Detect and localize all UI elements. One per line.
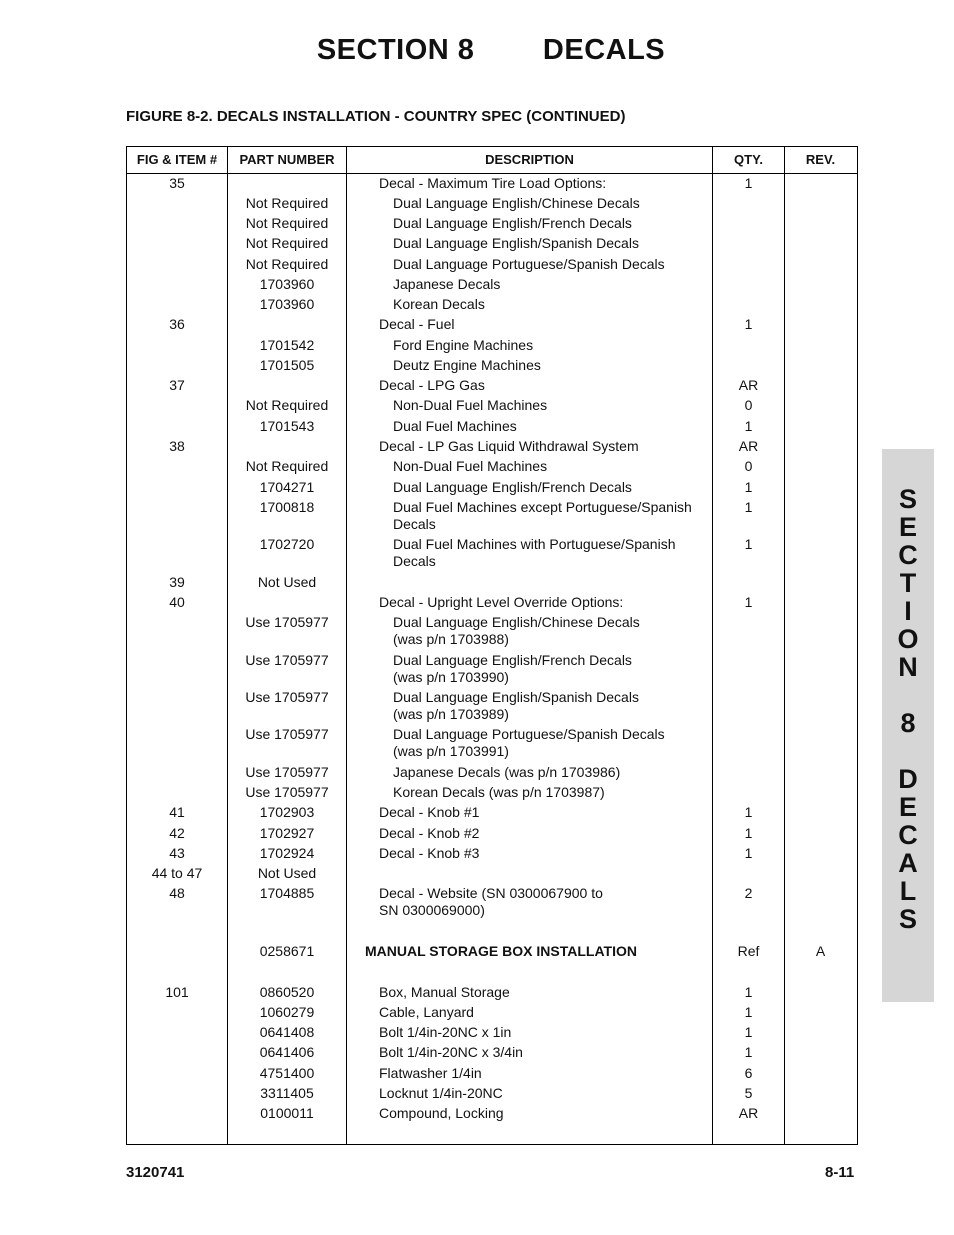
part-number-cell: 4751400: [259, 1065, 315, 1081]
fig-item-cell: 37: [169, 377, 185, 393]
description-text-continued: Decals: [393, 553, 436, 569]
description-text: Decal - Knob #1: [379, 804, 480, 820]
parts-table: [126, 146, 858, 1145]
table-body: [127, 173, 857, 1144]
description-cell: [393, 784, 709, 801]
description-text: Dual Language English/Spanish Decals: [393, 689, 639, 705]
part-number-cell: 1703960: [259, 276, 315, 292]
description-text: Decal - Maximum Tire Load Options:: [379, 175, 607, 191]
section-label: SECTION 8: [316, 34, 475, 66]
part-number-cell: 1700818: [259, 499, 315, 515]
description-cell: [379, 1065, 709, 1082]
qty-cell: 1: [744, 594, 753, 610]
description-text-continued: (was p/n 1703991): [393, 743, 509, 759]
description-text: Ford Engine Machines: [393, 337, 534, 353]
description-cell: [393, 235, 709, 252]
description-cell: [379, 377, 709, 394]
side-tab-letter: D: [898, 764, 918, 794]
description-cell: [393, 276, 709, 293]
rev-cell: A: [815, 943, 826, 959]
description-text: Korean Decals: [393, 296, 485, 312]
description-text-continued: (was p/n 1703989): [393, 706, 509, 722]
description-cell: [379, 1105, 709, 1122]
description-cell: [379, 885, 709, 919]
part-number-cell: 1701505: [259, 357, 315, 373]
description-text: Decal - LP Gas Liquid Withdrawal System: [379, 438, 639, 454]
description-cell: [379, 825, 709, 842]
description-cell: [379, 594, 709, 611]
fig-item-cell: 40: [169, 594, 185, 610]
qty-cell: 1: [744, 984, 753, 1000]
part-number-cell: Not Required: [245, 397, 329, 413]
qty-cell: 1: [744, 845, 753, 861]
part-number-cell: Use 1705977: [245, 614, 329, 630]
qty-cell: 1: [744, 175, 753, 191]
side-tab-letter: E: [898, 512, 917, 542]
description-text: Cable, Lanyard: [379, 1004, 474, 1020]
qty-cell: AR: [738, 377, 759, 393]
side-tab-letter: O: [897, 624, 919, 654]
description-text: Locknut 1/4in-20NC: [379, 1085, 503, 1101]
description-cell: [393, 296, 709, 313]
side-tab-letter: L: [899, 876, 917, 906]
description-text: Dual Language English/Spanish Decals: [393, 235, 639, 251]
description-cell: [379, 1085, 709, 1102]
description-cell: [393, 357, 709, 374]
description-cell: [393, 337, 709, 354]
side-tab-letter: I: [904, 596, 912, 626]
qty-cell: 5: [744, 1085, 753, 1101]
side-tab-letter: C: [898, 820, 918, 850]
description-text: Bolt 1/4in-20NC x 1in: [379, 1024, 512, 1040]
qty-cell: 2: [744, 885, 753, 901]
description-text-continued: (was p/n 1703990): [393, 669, 509, 685]
part-number-cell: Not Required: [245, 235, 329, 251]
description-text: Decal - Knob #3: [379, 845, 480, 861]
qty-cell: 1: [744, 1044, 753, 1060]
part-number-cell: Use 1705977: [245, 726, 329, 742]
qty-cell: 1: [744, 316, 753, 332]
description-text: Decal - Knob #2: [379, 825, 480, 841]
part-number-cell: 1702927: [259, 825, 315, 841]
description-cell: [393, 499, 709, 533]
description-text: Non-Dual Fuel Machines: [393, 397, 548, 413]
part-number-cell: Use 1705977: [245, 764, 329, 780]
description-cell: [393, 458, 709, 475]
description-text: Decal - LPG Gas: [379, 377, 485, 393]
part-number-cell: Not Required: [245, 458, 329, 474]
part-number-cell: Not Required: [245, 195, 329, 211]
column-header-description: DESCRIPTION: [485, 152, 574, 167]
description-cell: [393, 397, 709, 414]
description-cell: [379, 845, 709, 862]
description-text: Dual Language English/Chinese Decals: [393, 195, 640, 211]
part-number-cell: Use 1705977: [245, 689, 329, 705]
qty-cell: AR: [738, 438, 759, 454]
description-text: Dual Language Portuguese/Spanish Decals: [393, 726, 665, 742]
page-number: 8-11: [825, 1164, 855, 1181]
description-text: MANUAL STORAGE BOX INSTALLATION: [365, 943, 637, 959]
description-text-continued: Decals: [393, 516, 436, 532]
side-tab-letter: N: [898, 652, 918, 682]
document-number: 3120741: [126, 1164, 185, 1181]
fig-item-cell: 42: [169, 825, 185, 841]
part-number-cell: 1701542: [259, 337, 315, 353]
column-header-qty: QTY.: [734, 152, 763, 167]
qty-cell: 0: [744, 397, 753, 413]
part-number-cell: 3311405: [260, 1085, 314, 1101]
description-cell: [393, 726, 709, 760]
part-number-cell: 0100011: [260, 1105, 314, 1121]
fig-item-cell: 41: [169, 804, 185, 820]
description-text: Dual Language English/French Decals: [393, 479, 632, 495]
description-cell: [379, 1004, 709, 1021]
description-cell: [379, 1024, 709, 1041]
description-cell: [393, 418, 709, 435]
description-text-continued: SN 0300069000): [379, 902, 485, 918]
description-text: Dual Language Portuguese/Spanish Decals: [393, 256, 665, 272]
description-cell: [393, 764, 709, 781]
part-number-cell: Not Used: [257, 574, 317, 590]
description-text: Dual Fuel Machines except Portuguese/Spanish: [393, 499, 692, 515]
description-cell: [393, 614, 709, 648]
qty-cell: 1: [744, 499, 753, 515]
description-cell: [379, 175, 709, 192]
description-text: Dual Language English/Chinese Decals: [393, 614, 640, 630]
qty-cell: 1: [744, 1024, 753, 1040]
part-number-cell: 1702903: [259, 804, 315, 820]
side-tab-letter: A: [898, 848, 918, 878]
description-text: Japanese Decals (was p/n 1703986): [393, 764, 621, 780]
description-text: Korean Decals (was p/n 1703987): [393, 784, 605, 800]
description-text: Dual Language English/French Decals: [393, 652, 632, 668]
side-tab-letter: 8: [900, 708, 916, 738]
description-text: Dual Fuel Machines: [393, 418, 517, 434]
description-text: Box, Manual Storage: [379, 984, 510, 1000]
fig-item-cell: 101: [165, 984, 189, 1000]
part-number-cell: 0641408: [259, 1024, 315, 1040]
description-text: Dual Language English/French Decals: [393, 215, 632, 231]
qty-cell: 6: [744, 1065, 753, 1081]
qty-cell: 1: [744, 418, 753, 434]
description-cell: [393, 256, 709, 273]
fig-item-cell: 36: [169, 316, 185, 332]
part-number-cell: Not Required: [245, 215, 329, 231]
description-text: Compound, Locking: [379, 1105, 504, 1121]
description-text: Bolt 1/4in-20NC x 3/4in: [379, 1044, 523, 1060]
part-number-cell: 1704271: [259, 479, 315, 495]
fig-item-cell: 38: [169, 438, 185, 454]
side-tab-letter: C: [898, 540, 918, 570]
qty-cell: 1: [744, 825, 753, 841]
description-text: Decal - Fuel: [379, 316, 455, 332]
description-cell: [393, 195, 709, 212]
part-number-cell: 1704885: [259, 885, 315, 901]
side-tab-letter: S: [898, 904, 917, 934]
description-text: Non-Dual Fuel Machines: [393, 458, 548, 474]
qty-cell: 1: [744, 804, 753, 820]
description-cell: [393, 536, 709, 570]
column-header-fig: FIG & ITEM #: [136, 152, 218, 167]
part-number-cell: 0641406: [259, 1044, 315, 1060]
qty-cell: Ref: [737, 943, 760, 959]
part-number-cell: Not Required: [245, 256, 329, 272]
description-text: Japanese Decals: [393, 276, 501, 292]
qty-cell: 1: [744, 1004, 753, 1020]
description-cell: [379, 438, 709, 455]
description-text: Decal - Upright Level Override Options:: [379, 594, 624, 610]
figure-caption: FIGURE 8-2. DECALS INSTALLATION - COUNTRY SPEC (CONTINUED): [126, 108, 626, 125]
side-tab-letter: E: [898, 792, 917, 822]
description-cell: [393, 689, 709, 723]
part-number-cell: 0860520: [259, 984, 315, 1000]
description-text: Dual Fuel Machines with Portuguese/Spanish: [393, 536, 676, 552]
qty-cell: AR: [738, 1105, 759, 1121]
description-cell: [393, 479, 709, 496]
part-number-cell: 1060279: [259, 1004, 315, 1020]
column-header-part: PART NUMBER: [239, 152, 335, 167]
description-text: Decal - Website (SN 0300067900 to: [379, 885, 603, 901]
side-tab-letter: T: [899, 568, 917, 598]
side-tab-letter: S: [898, 484, 917, 514]
fig-item-cell: 43: [169, 845, 185, 861]
part-number-cell: 1702924: [259, 845, 315, 861]
part-number-cell: 1702720: [259, 536, 315, 552]
description-cell: [379, 316, 709, 333]
description-cell: [379, 804, 709, 821]
page-title: [0, 34, 954, 67]
part-number-cell: Use 1705977: [245, 652, 329, 668]
part-number-cell: Not Used: [257, 865, 317, 881]
qty-cell: 1: [744, 479, 753, 495]
qty-cell: 0: [744, 458, 753, 474]
column-header-rev: REV.: [805, 152, 836, 167]
section-side-tab: [882, 449, 934, 1002]
description-text: Deutz Engine Machines: [393, 357, 541, 373]
fig-item-cell: 44 to 47: [151, 865, 203, 881]
description-cell: [379, 984, 709, 1001]
part-number-cell: 0258671: [259, 943, 315, 959]
description-text: Flatwasher 1/4in: [379, 1065, 482, 1081]
fig-item-cell: 48: [169, 885, 185, 901]
description-cell: [393, 215, 709, 232]
fig-item-cell: 35: [169, 175, 185, 191]
fig-item-cell: 39: [169, 574, 185, 590]
qty-cell: 1: [744, 536, 753, 552]
description-cell: [393, 652, 709, 686]
description-cell: [365, 943, 709, 960]
part-number-cell: Use 1705977: [245, 784, 329, 800]
part-number-cell: 1701543: [259, 418, 315, 434]
section-title: DECALS: [542, 34, 666, 66]
part-number-cell: 1703960: [259, 296, 315, 312]
description-text-continued: (was p/n 1703988): [393, 631, 509, 647]
description-cell: [379, 1044, 709, 1061]
